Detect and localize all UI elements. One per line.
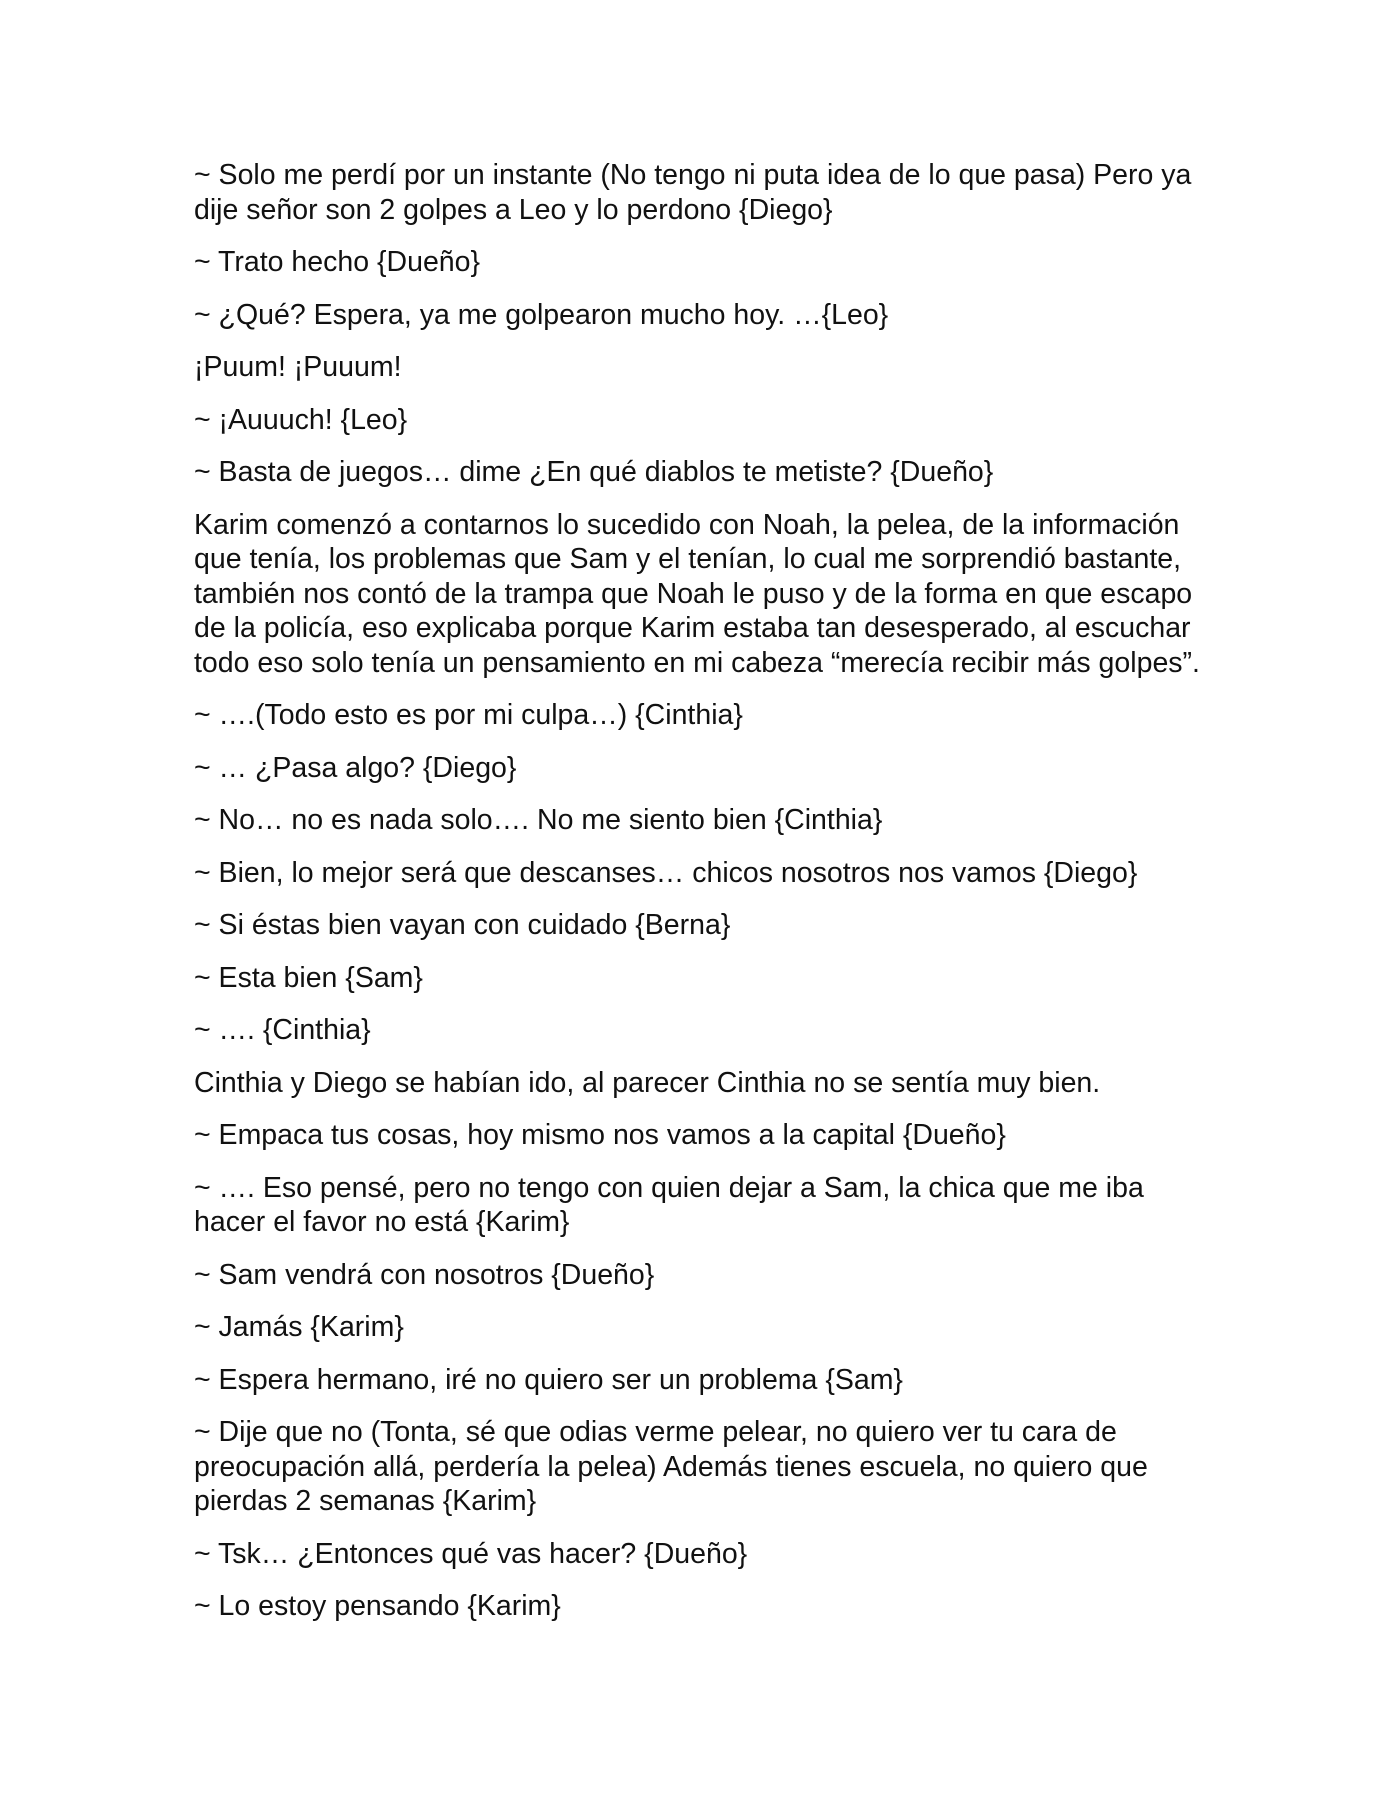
dialogue-line: ~ Espera hermano, iré no quiero ser un problema {Sam} <box>194 1363 903 1396</box>
dialogue-line: ~ Jamás {Karim} <box>194 1311 404 1343</box>
dialogue-line: ~ Lo estoy pensando {Karim} <box>194 1590 561 1622</box>
dialogue-line: ~ Basta de juegos… dime ¿En qué diablos te metiste? {Dueño} <box>194 456 994 488</box>
dialogue-line: ~ Dije que no (Tonta, sé que odias verme pelear, no quiero ver tu cara de preocupación allá, perdería la pelea) Además tienes escuela, no quiero que pierdas 2 semanas {Karim} <box>194 1416 1148 1517</box>
dialogue-line: ~ …. Eso pensé, pero no tengo con quien dejar a Sam, la chica que me iba hacer el favor no está {Karim} <box>194 1171 1144 1238</box>
dialogue-line: ~ Tsk… ¿Entonces qué vas hacer? {Dueño} <box>194 1537 748 1570</box>
dialogue-line: ~ Esta bien {Sam} <box>194 961 423 994</box>
narration-paragraph: Karim comenzó a contarnos lo sucedido con Noah, la pelea, de la información que tenía, los problemas que Sam y el tenían, lo cual me sorprendió bastante, también nos contó de la trampa que Noah le puso y de la forma en que escapo de la policía, eso explicaba porque Karim estaba tan desesperado, al escuchar todo eso solo tenía un pensamiento en mi cabeza “merecía recibir más golpes”. <box>194 508 1200 679</box>
dialogue-line: ~ … ¿Pasa algo? {Diego} <box>194 751 517 784</box>
dialogue-line: ~ No… no es nada solo…. No me siento bien {Cinthia} <box>194 804 883 836</box>
dialogue-line: ~ …. {Cinthia} <box>194 1014 371 1046</box>
document-body <box>194 158 1214 1642</box>
dialogue-line: ~ Empaca tus cosas, hoy mismo nos vamos a la capital {Dueño} <box>194 1119 1006 1151</box>
dialogue-line: ~ Sam vendrá con nosotros {Dueño} <box>194 1258 655 1291</box>
dialogue-line: ~ Trato hecho {Dueño} <box>194 246 481 278</box>
dialogue-line: ~ Si éstas bien vayan con cuidado {Berna} <box>194 909 731 941</box>
dialogue-line: ~ Solo me perdí por un instante (No tengo ni puta idea de lo que pasa) Pero ya dije señor son 2 golpes a Leo y lo perdono {Diego} <box>194 159 1192 226</box>
sound-effect-line: ¡Puum! ¡Puuum! <box>194 351 402 383</box>
dialogue-line: ~ ….(Todo esto es por mi culpa…) {Cinthia} <box>194 699 743 731</box>
dialogue-line: ~ Bien, lo mejor será que descanses… chicos nosotros nos vamos {Diego} <box>194 856 1138 889</box>
dialogue-line: ~ ¿Qué? Espera, ya me golpearon mucho hoy. …{Leo} <box>194 298 889 331</box>
dialogue-line: ~ ¡Auuuch! {Leo} <box>194 403 408 436</box>
narration-paragraph: Cinthia y Diego se habían ido, al parecer Cinthia no se sentía muy bien. <box>194 1066 1101 1099</box>
